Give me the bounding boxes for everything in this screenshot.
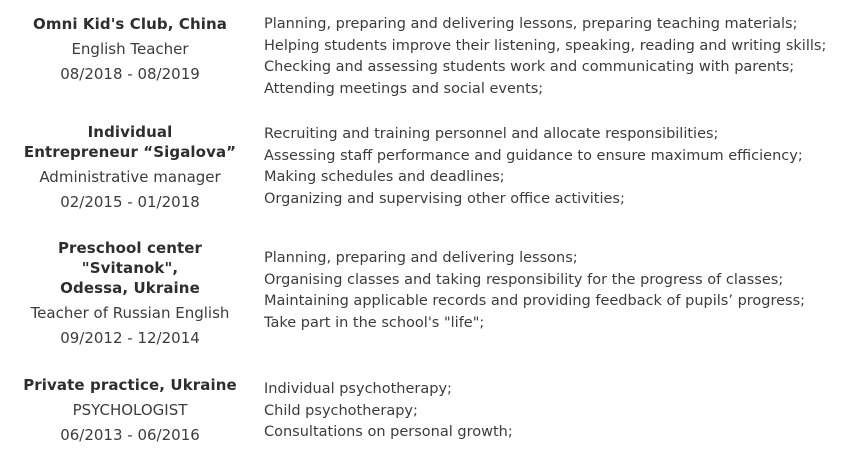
- experience-entry: [10, 14, 852, 100]
- organization-name: [10, 375, 250, 395]
- organization-name-line: Preschool center: [57, 239, 203, 257]
- duty-line: Maintaining applicable records and providing feedback of pupils’ progress;: [264, 293, 806, 309]
- duty-line: Checking and assessing students work and communicating with parents;: [264, 59, 795, 75]
- entry-summary: [10, 238, 256, 349]
- duty-line: Consultations on personal growth;: [264, 424, 513, 440]
- employment-dates: 08/2018 - 08/2019: [60, 65, 200, 83]
- duty-line: Organising classes and taking responsibility for the progress of classes;: [264, 271, 784, 288]
- organization-name-line: Omni Kid's Club, China: [33, 15, 227, 33]
- duty-line: Recruiting and training personnel and allocate responsibilities;: [264, 126, 719, 142]
- job-title: PSYCHOLOGIST: [72, 401, 188, 419]
- duty-line: Organizing and supervising other office activities;: [264, 190, 625, 207]
- organization-name: [10, 14, 250, 34]
- duty-line: Take part in the school's "life";: [264, 314, 485, 331]
- entry-duties: [256, 375, 852, 444]
- entry-duties: [256, 238, 852, 334]
- job-title: Teacher of Russian English: [30, 304, 230, 322]
- entry-duties: [256, 14, 852, 100]
- employment-dates: 06/2013 - 06/2016: [60, 426, 200, 444]
- duty-line: Helping students improve their listening, speaking, reading and writing skills;: [264, 37, 827, 54]
- job-title: English Teacher: [71, 40, 189, 58]
- entry-summary: [10, 375, 256, 446]
- organization-name-line: Odessa, Ukraine: [60, 279, 200, 297]
- organization-name-line: Individual: [87, 123, 173, 141]
- duty-line: Planning, preparing and delivering lessons, preparing teaching materials;: [264, 16, 798, 32]
- entry-summary: [10, 14, 256, 85]
- experience-entry: [10, 375, 852, 446]
- organization-name-line: Entrepreneur “Sigalova”: [23, 143, 237, 161]
- organization-name-line: "Svitanok",: [81, 259, 179, 277]
- organization-name: [10, 122, 250, 162]
- duty-line: Planning, preparing and delivering lessons;: [264, 250, 578, 266]
- employment-dates: 02/2015 - 01/2018: [60, 193, 200, 211]
- duty-line: Assessing staff performance and guidance to ensure maximum efficiency;: [264, 147, 803, 164]
- entry-duties: [256, 122, 852, 210]
- duty-line: Attending meetings and social events;: [264, 80, 544, 97]
- experience-entry: [10, 122, 852, 213]
- duty-line: Making schedules and deadlines;: [264, 169, 505, 185]
- employment-dates: 09/2012 - 12/2014: [60, 329, 200, 347]
- experience-entry: [10, 238, 852, 349]
- job-title: Administrative manager: [39, 168, 221, 186]
- organization-name: [10, 238, 250, 298]
- entry-summary: [10, 122, 256, 213]
- organization-name-line: Private practice, Ukraine: [23, 376, 237, 394]
- duty-line: Individual psychotherapy;: [264, 381, 452, 397]
- duty-line: Child psychotherapy;: [264, 402, 418, 419]
